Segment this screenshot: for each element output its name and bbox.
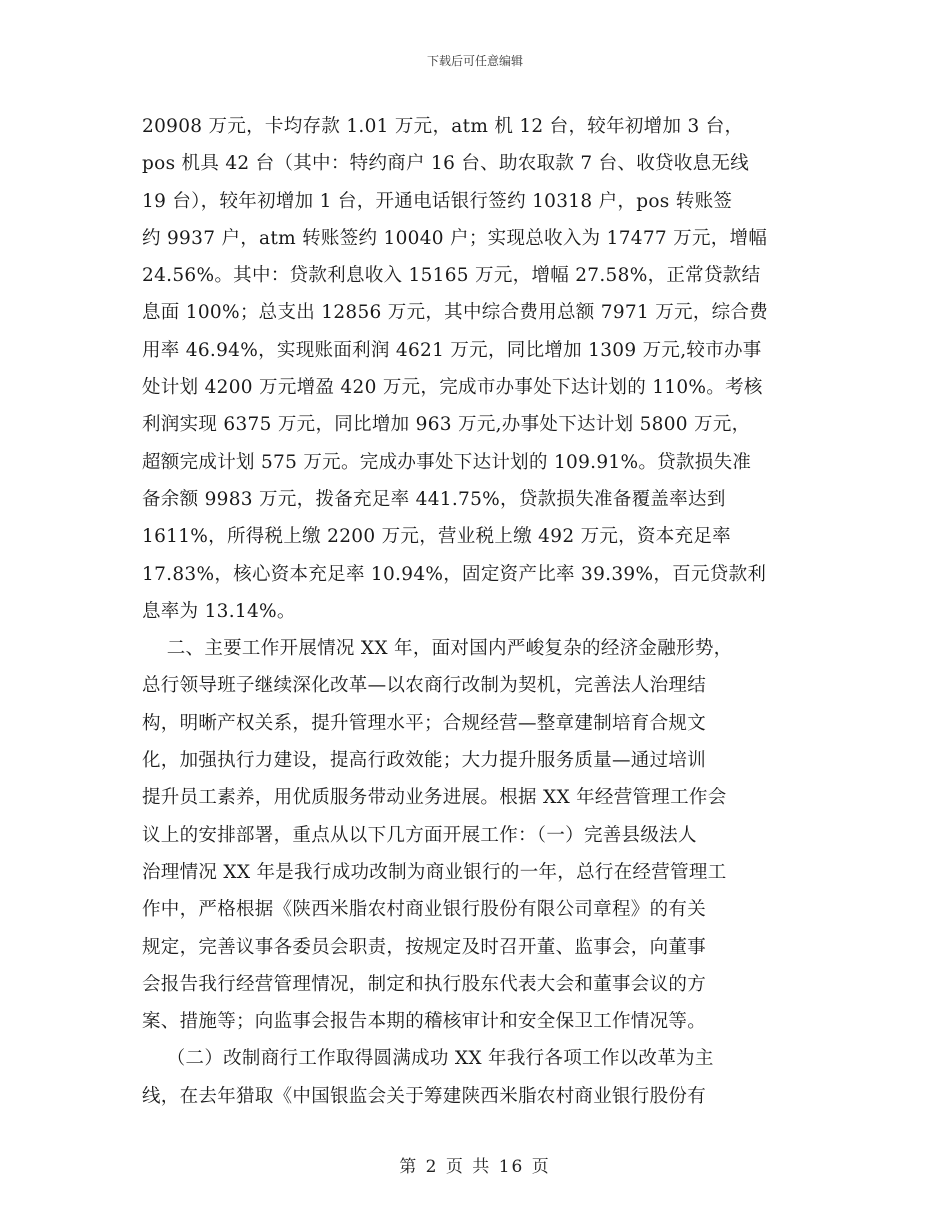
text-line: 化，加强执行力建设，提高行政效能；大力提升服务质量—通过培训: [142, 750, 707, 772]
text-line: 20908 万元，卡均存款 1.01 万元，atm 机 12 台，较年初增加 3 台，: [142, 116, 744, 137]
text-line: 17.83%，核心资本充足率 10.94%，固定资产比率 39.39%，百元贷款利: [142, 563, 767, 585]
text-line: 利润实现 6375 万元，同比增加 963 万元,办事处下达计划 5800 万元，: [142, 414, 751, 436]
text-line: 规定，完善议事各委员会职责，按规定及时召开董、监事会，向董事: [142, 936, 707, 958]
text-line: 作中，严格根据《陕西米脂农村商业银行股份有限公司章程》的有关: [142, 899, 707, 921]
text-line: （二）改制商行工作取得圆满成功 XX 年我行各项工作以改革为主: [142, 1048, 714, 1070]
text-line: 超额完成计划 575 万元。完成办事处下达计划的 109.91%。贷款损失准: [142, 451, 752, 473]
text-line: pos 机具 42 台（其中：特约商户 16 台、助农取款 7 台、收贷收息无线: [142, 153, 749, 175]
page-header: 下载后可任意编辑: [426, 54, 523, 68]
text-line: 二、主要工作开展情况 XX 年，面对国内严峻复杂的经济金融形势，: [142, 638, 733, 660]
text-line: 议上的安排部署，重点从以下几方面开展工作：（一）完善县级法人: [142, 824, 697, 846]
text-line: 总行领导班子继续深化改革—以农商行改制为契机，完善法人治理结: [142, 675, 707, 697]
text-line: 线，在去年猎取《中国银监会关于筹建陕西米脂农村商业银行股份有: [142, 1085, 707, 1107]
text-line: 1611%，所得税上缴 2200 万元，营业税上缴 492 万元，资本充足率: [142, 526, 731, 548]
body-text: [142, 108, 822, 1115]
text-line: 备余额 9983 万元，拨备充足率 441.75%，贷款损失准备覆盖率达到: [142, 488, 726, 510]
text-line: 处计划 4200 万元增盈 420 万元，完成市办事处下达计划的 110%。考核: [142, 377, 763, 399]
text-line: 会报告我行经营管理情况，制定和执行股东代表大会和董事会议的方: [142, 973, 707, 995]
text-line: 提升员工素养，用优质服务带动业务进展。根据 XX 年经营管理工作会: [142, 787, 727, 809]
page-number: 第 2 页 共 16 页: [399, 1157, 551, 1177]
text-line: 19 台），较年初增加 1 台，开通电话银行签约 10318 户，pos 转账签: [142, 190, 733, 212]
text-line: 治理情况 XX 年是我行成功改制为商业银行的一年，总行在经营管理工: [142, 861, 727, 883]
text-line: 息面 100%；总支出 12856 万元，其中综合费用总额 7971 万元，综合费: [142, 302, 769, 324]
text-line: 息率为 13.14%。: [142, 600, 296, 622]
text-line: 24.56%。其中：贷款利息收入 15165 万元，增幅 27.58%，正常贷款结: [142, 265, 761, 287]
text-line: 构，明晰产权关系，提升管理水平；合规经营—整章建制培育合规文: [142, 712, 707, 734]
text-line: 案、措施等；向监事会报告本期的稽核审计和安全保卫工作情况等。: [142, 1011, 707, 1033]
text-line: 用率 46.94%，实现账面利润 4621 万元，同比增加 1309 万元,较市办事: [142, 339, 762, 361]
text-line: 约 9937 户，atm 转账签约 10040 户；实现总收入为 17477 万元，增幅: [142, 227, 768, 249]
